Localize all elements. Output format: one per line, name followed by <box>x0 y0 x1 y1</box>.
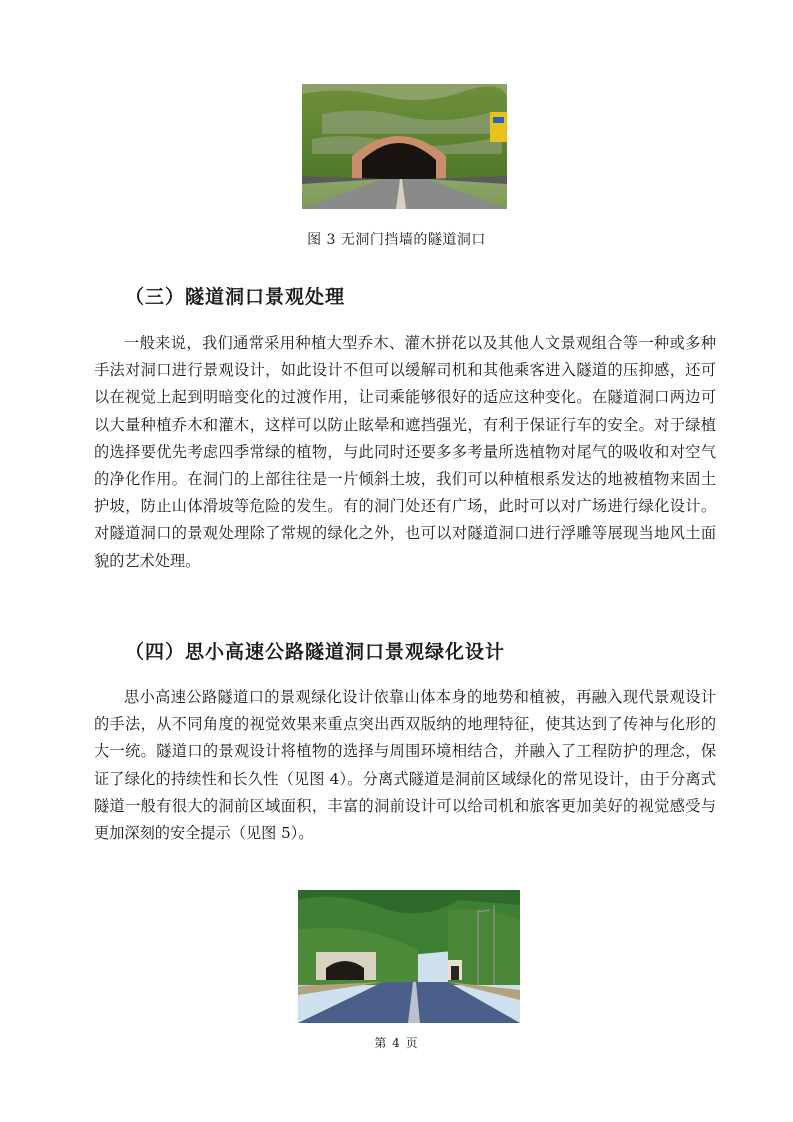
tunnel-photo-figure3 <box>302 84 507 209</box>
section-3-paragraph: 一般来说，我们通常采用种植大型乔木、灌木拼花以及其他人文景观组合等一种或多种手法对洞口进行景观设计，如此设计不但可以缓解司机和其他乘客进入隧道的压抑感，还可以在视觉上起到明暗变化的过渡作用，让司乘能够很好的适应这种变化。在隧道洞口两边可以大量种植乔木和灌木，这样可以防止眩晕和遮挡强光，有利于保证行车的安全。对于绿植的选择要优先考虑四季常绿的植物，与此同时还要多多考量所选植物对尾气的吸收和对空气的净化作用。在洞门的上部往往是一片倾斜土坡，我们可以种植根系发达的地被植物来固土护坡，防止山体滑坡等危险的发生。有的洞门处还有广场，此时可以对广场进行绿化设计。对隧道洞口的景观处理除了常规的绿化之外，也可以对隧道洞口进行浮雕等展现当地风土面貌的艺术处理。 <box>94 334 716 570</box>
section-4-paragraph: 思小高速公路隧道口的景观绿化设计依靠山体本身的地势和植被，再融入现代景观设计的手法，从不同角度的视觉效果来重点突出西双版纳的地理特征，使其达到了传神与化形的大一统。隧道口的景观设计将植物的选择与周围环境相结合，并融入了工程防护的理念，保证了绿化的持续性和长久性（见图 4）。分离式隧道是洞前区域绿化的常见设计，由于分离式隧道一般有很大的洞前区域面积，丰富的洞前设计可以给司机和旅客更加美好的视觉感受与更加深刻的安全提示（见图 5）。 <box>94 688 716 843</box>
section-3-heading: （三）隧道洞口景观处理 <box>125 286 346 308</box>
section-4-heading: （四）思小高速公路隧道洞口景观绿化设计 <box>125 641 506 663</box>
page-number: 第 4 页 <box>374 1036 419 1050</box>
highway-tunnel-photo <box>298 890 520 1023</box>
figure-3-caption: 图 3 无洞门挡墙的隧道洞口 <box>307 232 486 248</box>
